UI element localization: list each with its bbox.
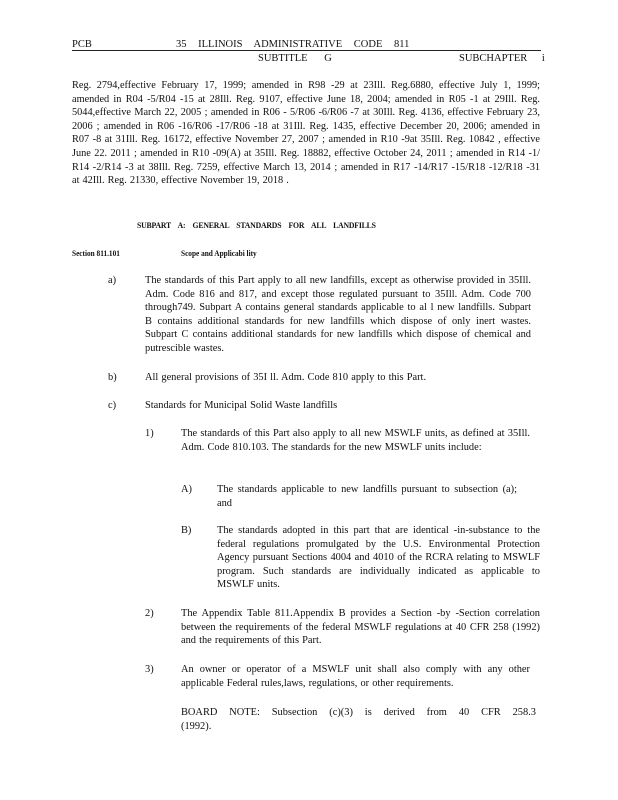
item-c3-text: An owner or operator of a MSWLF unit shall also comply with any other applicable Federal rules,laws, regulations, or other requirements.	[181, 664, 530, 689]
item-b-label: b)	[108, 372, 117, 383]
board-note: BOARD NOTE: Subsection (c)(3) is derived from 40 CFR 258.3 (1992).	[181, 707, 536, 732]
section-title: Scope and Applicabi lity	[181, 248, 257, 258]
item-c2-text: The Appendix Table 811.Appendix B provides a Section -by -Section correlation between the requirements of the federal MSWLF regulations at 40 CFR 258 (1992) and the requirements of this Part.	[181, 608, 540, 647]
source-history: Reg. 2794,effective February 17, 1999; amended in R98 -29 at 23Ill. Reg.6880, effective July 1, 1999; amended in R04 -5/R04 -15 at 28Ill. Reg. 9107, effective June 18, 2004; amended in R05 -1 at 29Ill. Reg. 5044,effective March 22, 2005 ; amended in R06 - 5/R06 -6/R06 -7 at 30Ill. Reg. 4136, effective February 23, 2006 ; amended in R06 -16/R06 -17/R06 -18 at 31Ill. Reg. 1435, effective December 20, 2006; amended in R07 -8 at 31Ill. Reg. 16172, effective November 27, 2007 ; amended in R10 -9at 35Ill. Reg. 10842 , effective June 22. 2011 ; amended in R10 -09(A) at 35Ill. Reg. 18882, effective October 24, 2011 ; amended in R14 -1/ R14 -2/R14 -3 at 38Ill. Reg. 7259, effective March 13, 2014 ; amended in R17 -14/R17 -15/R18 -12/R18 -31 at 42Ill. Reg. 21330, effective November 19, 2018 .	[72, 80, 540, 187]
item-a-label: a)	[108, 275, 117, 286]
header-agency: PCB	[72, 39, 92, 50]
header-rule	[72, 50, 541, 51]
item-cA-label: A)	[181, 484, 192, 495]
item-c1-label: 1)	[145, 428, 154, 439]
header-code-title: 35 ILLINOIS ADMINISTRATIVE CODE 811	[176, 39, 410, 50]
header-subchapter: SUBCHAPTER i	[459, 53, 545, 64]
item-c-label: c)	[108, 400, 117, 411]
item-c-text: Standards for Municipal Solid Waste landfills	[145, 400, 338, 411]
item-c3-label: 3)	[145, 664, 154, 675]
item-c2-label: 2)	[145, 608, 154, 619]
section-number: Section 811.101	[72, 248, 120, 258]
item-b-text: All general provisions of 35I ll. Adm. Code 810 apply to this Part.	[145, 372, 427, 383]
item-cB-text: The standards adopted in this part that are identical -in-substance to the federal regulations promulgated by the U.S. Environmental Protection Agency pursuant Sections 4004 and 4010 of the RCRA relating to MSWLF program. Such standards are individually indicated as applicable to MSWLF units.	[217, 525, 540, 591]
item-a-text: The standards of this Part apply to all new landfills, except as otherwise provided in 35Ill. Adm. Code 816 and 817, and except those regulated pursuant to 35Ill. Adm. Code 700 through749. Subpart A contains general standards applicable to al l new landfills. Subpart B contains additional standards for new landfills which dispose of only inert wastes. Subpart C contains additional standards for new landfills which dispose of chemical and putrescible wastes.	[145, 275, 531, 354]
item-cB-label: B)	[181, 525, 192, 536]
item-cA-text: The standards applicable to new landfills pursuant to subsection (a); and	[217, 484, 517, 509]
item-c1-text: The standards of this Part also apply to all new MSWLF units, as defined at 35Ill. Adm. Code 810.103. The standards for the new MSWLF units include:	[181, 428, 530, 453]
header-subtitle: SUBTITLE G	[258, 53, 332, 64]
subpart-heading: SUBPART A: GENERAL STANDARDS FOR ALL LANDFILLS	[137, 220, 376, 230]
